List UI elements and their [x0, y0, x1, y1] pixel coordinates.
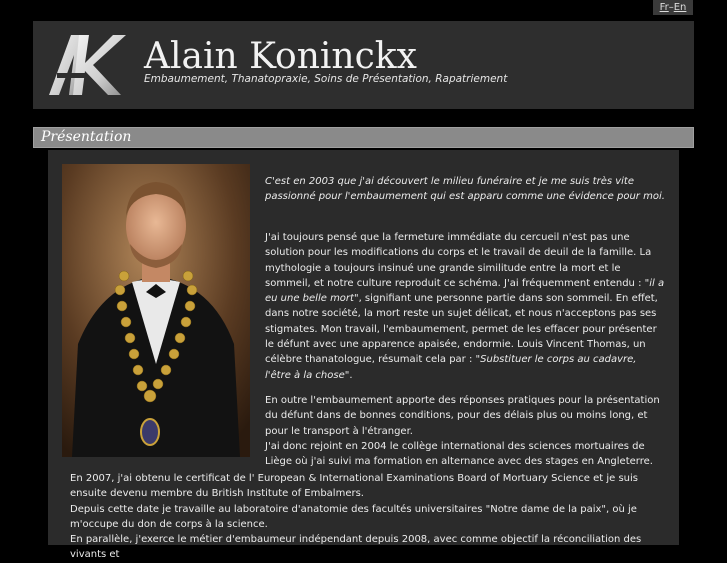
site-title: Alain Koninckx: [144, 36, 417, 77]
para2-quote-belle-mort: "il a eu une belle mort": [265, 277, 665, 305]
intro-paragraph: C'est en 2003 que j'ai découvert le milieu funéraire et je me suis très vite passionné pour l'embaumement qui est apparu comme une évidence pour moi.: [265, 176, 665, 203]
language-switcher: [653, 0, 693, 15]
site-subtitle: Embaumement, Thanatopraxie, Soins de Présentation, Rapatriement: [144, 73, 508, 85]
para2-end: .: [349, 369, 353, 381]
portrait-photo: [62, 164, 250, 457]
para4-text-c: En parallèle, j'exerce le métier d'embaumeur indépendant depuis 2008, avec comme objectif la réconciliation des vivants et: [70, 534, 642, 561]
site-header: [33, 21, 694, 109]
paragraph-practical: [265, 393, 665, 469]
para2-text-b: , signifiant une personne partie dans son sommeil. En effet, dans notre société, la mort reste un sujet délicat, et nous n'acceptons pas ses stigmates. Mon travail, l'embaumement, permet de les effacer pour présenter le défunt avec une apparence apaisée, endormie. Louis Vincent Thomas, un célèbre thanatologue, résumait cela par :: [265, 293, 658, 366]
para4-text-a: En 2007, j'ai obtenu le certificat de l' European & International Examinations Board of Mortuary Science et je suis ensuite devenu membre du British Institute of Embalmers.: [70, 473, 638, 500]
para3-text-a: En outre l'embaumement apporte des réponses pratiques pour la présentation du défunt dans de bonnes conditions, pour des délais plus ou moins long, et pour le transport à l'étranger.: [265, 395, 660, 437]
paragraph-philosophy: [265, 230, 665, 383]
lang-separator: –: [668, 2, 674, 13]
para2-quote-substituer: "Substituer le corps au cadavre, l'être à la chose": [265, 354, 637, 381]
paragraph-career: [70, 471, 665, 563]
para3-text-b: J'ai donc rejoint en 2004 le collège international des sciences mortuaires de Liège où j'ai suivi ma formation en alternance avec des stages en Angleterre.: [265, 440, 653, 468]
para2-text-a: J'ai toujours pensé que la fermeture immédiate du cercueil n'est pas une solution pour les modifications du corps et le travail de deuil de la famille. La mythologie a toujours insinué une grande similitude entre la mort et le sommeil, et notre culture reproduit ce schéma. J'ai fréquemment entendu :: [265, 232, 652, 289]
content-panel: [48, 150, 679, 561]
section-title: Présentation: [41, 129, 132, 145]
lang-fr-link[interactable]: Fr: [659, 2, 669, 13]
ak-logo[interactable]: [47, 33, 127, 95]
lang-en-link[interactable]: En: [673, 2, 687, 13]
para4-text-b: Depuis cette date je travaille au laboratoire d'anatomie des facultés universitaires "Notre dame de la paix", où je m'occupe du don de corps à la science.: [70, 503, 637, 530]
section-header: [33, 127, 694, 148]
